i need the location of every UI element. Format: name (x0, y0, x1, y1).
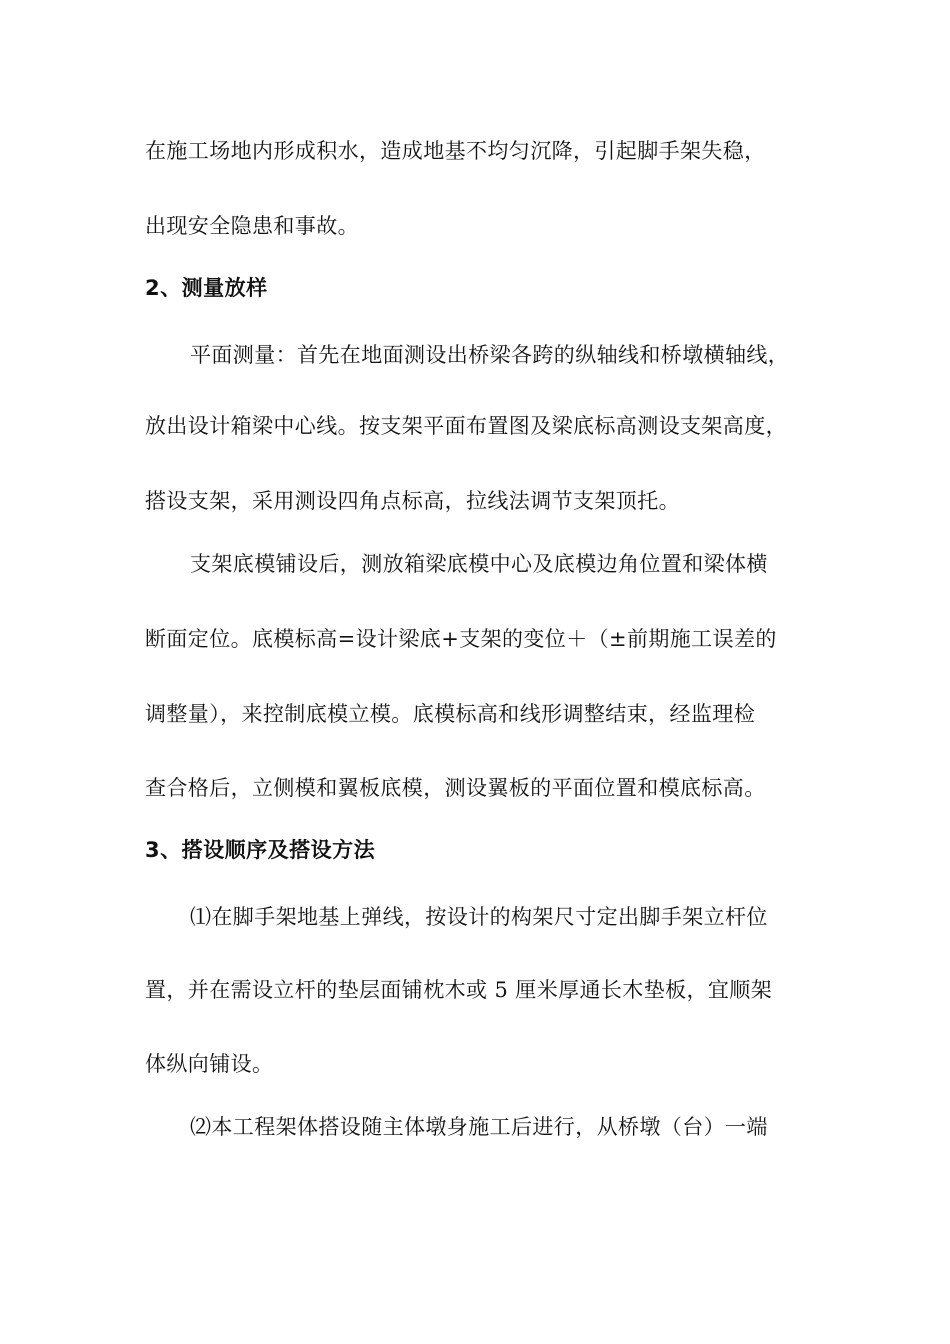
text-line: 断面定位。底模标高=设计梁底+支架的变位＋（±前期施工误差的 (145, 627, 777, 651)
text-line: 调整量），来控制底模立模。底模标高和线形调整结束，经监理检 (145, 702, 756, 726)
text-line: 体纵向铺设。 (145, 1052, 274, 1076)
section-heading: 2、测量放样 (145, 276, 268, 300)
text-line: ⑴在脚手架地基上弹线，按设计的构架尺寸定出脚手架立杆位 (190, 905, 768, 929)
text-line: ⑵本工程架体搭设随主体墩身施工后进行，从桥墩（台）一端 (190, 1115, 768, 1139)
text-line: 查合格后，立侧模和翼板底模，测设翼板的平面位置和模底标高。 (145, 776, 766, 800)
section-heading: 3、搭设顺序及搭设方法 (145, 838, 376, 862)
text-line: 搭设支架，采用测设四角点标高，拉线法调节支架顶托。 (145, 489, 680, 513)
text-line: 放出设计箱梁中心线。按支架平面布置图及梁底标高测设支架高度， (145, 414, 787, 438)
text-line: 出现安全隐患和事故。 (145, 214, 359, 238)
text-line: 平面测量：首先在地面测设出桥梁各跨的纵轴线和桥墩横轴线， (190, 343, 790, 367)
text-line: 支架底模铺设后，测放箱梁底模中心及底模边角位置和梁体横 (190, 552, 768, 576)
text-line: 在施工场地内形成积水，造成地基不均匀沉降，引起脚手架失稳， (145, 139, 766, 163)
text-line: 置，并在需设立杆的垫层面铺枕木或 5 厘米厚通长木垫板，宜顺架 (145, 978, 773, 1002)
